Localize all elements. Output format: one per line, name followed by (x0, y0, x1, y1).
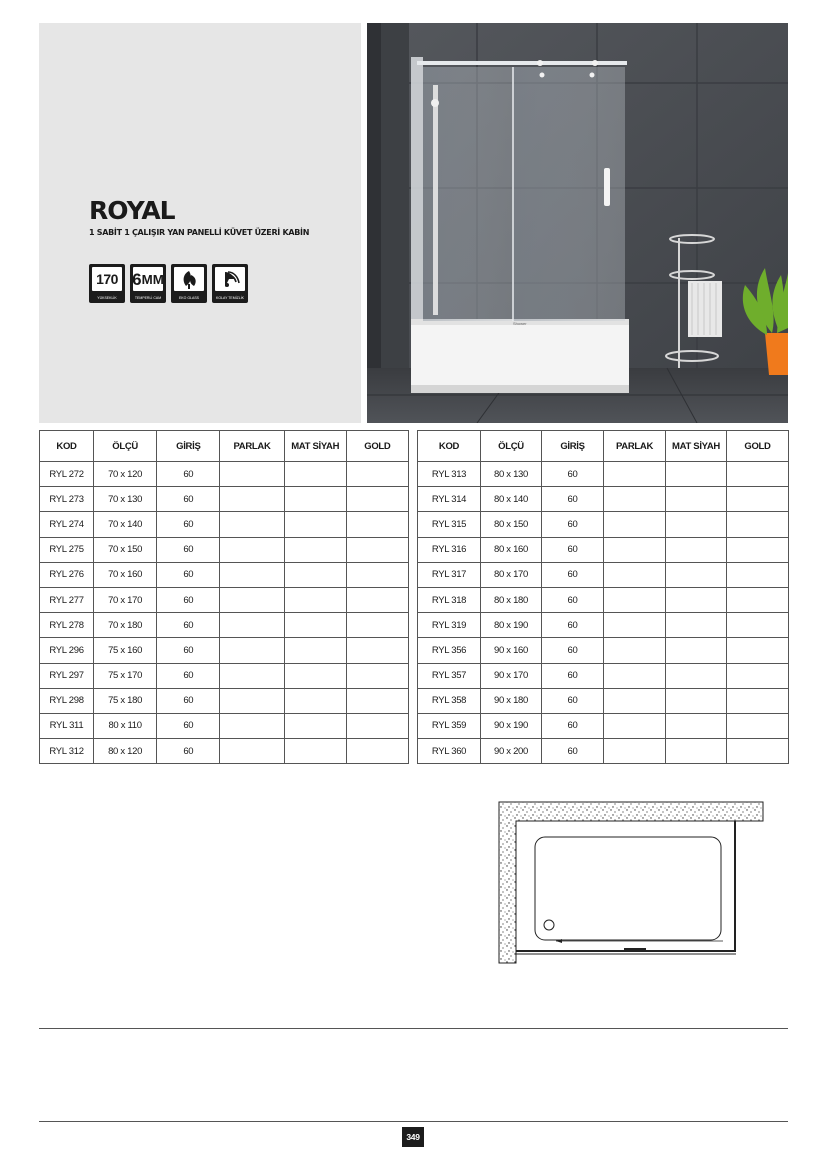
table-row (418, 638, 789, 663)
table-row (418, 562, 789, 587)
table-row (418, 462, 789, 487)
cell-gold (346, 739, 408, 764)
cell-gold (346, 462, 408, 487)
cell-olcu: 80 x 170 (481, 562, 542, 587)
table-row (40, 739, 409, 764)
cell-giris: 60 (542, 739, 604, 764)
cell-mat-siyah (666, 663, 727, 688)
cell-mat-siyah (666, 638, 727, 663)
cell-parlak (604, 638, 666, 663)
col-gold: GOLD (346, 431, 408, 462)
cell-olcu: 70 x 130 (94, 487, 157, 512)
col-mat-siyah: MAT SİYAH (284, 431, 346, 462)
cell-gold (346, 688, 408, 713)
cell-kod: RYL 298 (40, 688, 94, 713)
cell-giris: 60 (542, 487, 604, 512)
cell-mat-siyah (666, 713, 727, 738)
hero-panel (39, 23, 361, 423)
cell-olcu: 70 x 160 (94, 562, 157, 587)
cell-gold (346, 487, 408, 512)
cell-olcu: 80 x 140 (481, 487, 542, 512)
cell-kod: RYL 360 (418, 739, 481, 764)
cell-giris: 60 (157, 713, 220, 738)
cell-olcu: 70 x 180 (94, 613, 157, 638)
cell-gold (346, 512, 408, 537)
cell-gold (727, 562, 789, 587)
col-kod: KOD (40, 431, 94, 462)
eco-glass-badge (171, 264, 207, 303)
cell-giris: 60 (542, 713, 604, 738)
easy-clean-badge (212, 264, 248, 303)
cell-gold (727, 537, 789, 562)
cell-giris: 60 (157, 462, 220, 487)
cell-gold (346, 638, 408, 663)
spec-table-right (417, 430, 789, 764)
bathtub-logo: Shower (513, 321, 527, 326)
cell-parlak (604, 587, 666, 612)
table-row (40, 512, 409, 537)
cell-parlak (220, 537, 284, 562)
product-photo (367, 23, 788, 423)
col-giris: GİRİŞ (542, 431, 604, 462)
cell-kod: RYL 272 (40, 462, 94, 487)
cell-olcu: 80 x 130 (481, 462, 542, 487)
product-title: ROYAL (89, 196, 175, 225)
cell-giris: 60 (157, 638, 220, 663)
cell-gold (727, 638, 789, 663)
cell-gold (727, 663, 789, 688)
badge-value: 6 (132, 269, 142, 289)
cell-olcu: 80 x 110 (94, 713, 157, 738)
cell-mat-siyah (666, 462, 727, 487)
cell-olcu: 70 x 140 (94, 512, 157, 537)
table-row (418, 739, 789, 764)
cell-olcu: 75 x 180 (94, 688, 157, 713)
cell-gold (727, 587, 789, 612)
cell-mat-siyah (666, 487, 727, 512)
cell-parlak (220, 739, 284, 764)
cell-olcu: 80 x 190 (481, 613, 542, 638)
cell-gold (727, 512, 789, 537)
cell-olcu: 90 x 160 (481, 638, 542, 663)
cell-mat-siyah (666, 587, 727, 612)
cell-kod: RYL 358 (418, 688, 481, 713)
cell-mat-siyah (666, 739, 727, 764)
badge-value: 170 (96, 271, 118, 287)
cell-kod: RYL 319 (418, 613, 481, 638)
leaf-icon (178, 269, 200, 289)
cell-olcu: 70 x 170 (94, 587, 157, 612)
cell-parlak (220, 688, 284, 713)
cell-giris: 60 (542, 462, 604, 487)
cell-olcu: 80 x 160 (481, 537, 542, 562)
table-row (40, 487, 409, 512)
feature-badges (89, 264, 248, 303)
cell-mat-siyah (284, 638, 346, 663)
cell-giris: 60 (542, 688, 604, 713)
cell-parlak (220, 562, 284, 587)
table-row (418, 613, 789, 638)
table-row (40, 638, 409, 663)
cell-kod: RYL 314 (418, 487, 481, 512)
badge-label: EKO GLASS (178, 296, 200, 300)
cell-olcu: 80 x 180 (481, 587, 542, 612)
cell-kod: RYL 297 (40, 663, 94, 688)
cell-kod: RYL 357 (418, 663, 481, 688)
table-row (418, 512, 789, 537)
cell-kod: RYL 277 (40, 587, 94, 612)
cell-olcu: 90 x 190 (481, 713, 542, 738)
cell-gold (346, 613, 408, 638)
cell-gold (727, 487, 789, 512)
col-parlak: PARLAK (604, 431, 666, 462)
cell-kod: RYL 318 (418, 587, 481, 612)
cell-giris: 60 (542, 512, 604, 537)
table-row (418, 537, 789, 562)
cell-mat-siyah (284, 512, 346, 537)
cell-gold (346, 587, 408, 612)
cell-kod: RYL 274 (40, 512, 94, 537)
cell-olcu: 80 x 150 (481, 512, 542, 537)
col-gold: GOLD (727, 431, 789, 462)
col-mat-siyah: MAT SİYAH (666, 431, 727, 462)
cell-gold (727, 713, 789, 738)
cell-giris: 60 (157, 613, 220, 638)
cell-olcu: 90 x 170 (481, 663, 542, 688)
badge-unit: MM (141, 271, 164, 287)
cell-parlak (604, 562, 666, 587)
table-row (40, 663, 409, 688)
cell-olcu: 70 x 150 (94, 537, 157, 562)
cell-gold (346, 562, 408, 587)
cell-parlak (604, 462, 666, 487)
cell-giris: 60 (157, 688, 220, 713)
cell-giris: 60 (542, 638, 604, 663)
cell-parlak (220, 487, 284, 512)
cell-olcu: 90 x 180 (481, 688, 542, 713)
cell-giris: 60 (157, 587, 220, 612)
cell-parlak (604, 713, 666, 738)
table-row (40, 462, 409, 487)
cell-parlak (604, 688, 666, 713)
cell-giris: 60 (542, 562, 604, 587)
cell-olcu: 75 x 170 (94, 663, 157, 688)
cell-parlak (604, 663, 666, 688)
cell-mat-siyah (284, 663, 346, 688)
cell-kod: RYL 311 (40, 713, 94, 738)
cell-parlak (604, 739, 666, 764)
cell-giris: 60 (157, 562, 220, 587)
cell-giris: 60 (542, 613, 604, 638)
cell-mat-siyah (284, 462, 346, 487)
cell-kod: RYL 273 (40, 487, 94, 512)
cell-mat-siyah (666, 688, 727, 713)
cell-parlak (220, 587, 284, 612)
col-olcu: ÖLÇÜ (94, 431, 157, 462)
cell-giris: 60 (157, 512, 220, 537)
product-subtitle: 1 SABİT 1 ÇALIŞIR YAN PANELLİ KÜVET ÜZERİ KABİN (89, 228, 310, 237)
cell-kod: RYL 359 (418, 713, 481, 738)
cell-kod: RYL 356 (418, 638, 481, 663)
cell-parlak (220, 613, 284, 638)
cell-giris: 60 (157, 663, 220, 688)
cell-gold (727, 462, 789, 487)
cell-olcu: 75 x 160 (94, 638, 157, 663)
table-row (418, 587, 789, 612)
cell-kod: RYL 276 (40, 562, 94, 587)
cell-mat-siyah (666, 613, 727, 638)
badge-label: TEMPERLİ CAM (134, 296, 162, 300)
spec-table-left (39, 430, 409, 764)
cell-giris: 60 (542, 663, 604, 688)
cell-giris: 60 (157, 739, 220, 764)
cell-gold (346, 713, 408, 738)
cell-mat-siyah (284, 487, 346, 512)
col-kod: KOD (418, 431, 481, 462)
col-olcu: ÖLÇÜ (481, 431, 542, 462)
cell-kod: RYL 316 (418, 537, 481, 562)
cell-mat-siyah (284, 713, 346, 738)
water-drop-wave-icon (219, 269, 241, 289)
floor-plan-diagram (498, 801, 766, 966)
table-header-row (418, 431, 789, 462)
cell-olcu: 80 x 120 (94, 739, 157, 764)
cell-mat-siyah (284, 688, 346, 713)
table-row (40, 562, 409, 587)
table-row (40, 537, 409, 562)
cell-parlak (604, 512, 666, 537)
cell-mat-siyah (284, 613, 346, 638)
table-row (40, 688, 409, 713)
table-row (418, 688, 789, 713)
footer-divider (39, 1121, 788, 1122)
cell-kod: RYL 317 (418, 562, 481, 587)
table-row (40, 713, 409, 738)
cell-kod: RYL 312 (40, 739, 94, 764)
table-header-row (40, 431, 409, 462)
badge-label: KOLAY TEMİZLİK (215, 296, 244, 300)
cell-parlak (220, 462, 284, 487)
cell-parlak (604, 487, 666, 512)
page-number: 349 (402, 1127, 424, 1147)
cell-parlak (604, 537, 666, 562)
cell-gold (346, 537, 408, 562)
cell-giris: 60 (157, 487, 220, 512)
col-parlak: PARLAK (220, 431, 284, 462)
table-row (418, 487, 789, 512)
table-row (40, 587, 409, 612)
cell-kod: RYL 275 (40, 537, 94, 562)
cell-mat-siyah (284, 587, 346, 612)
cell-parlak (220, 638, 284, 663)
cell-olcu: 70 x 120 (94, 462, 157, 487)
glass-6mm-badge (130, 264, 166, 303)
cell-mat-siyah (284, 562, 346, 587)
divider-line (39, 1028, 788, 1029)
cell-parlak (604, 613, 666, 638)
cell-gold (727, 739, 789, 764)
cell-gold (346, 663, 408, 688)
table-row (418, 663, 789, 688)
cell-mat-siyah (284, 739, 346, 764)
cell-mat-siyah (666, 512, 727, 537)
cell-kod: RYL 296 (40, 638, 94, 663)
cell-kod: RYL 315 (418, 512, 481, 537)
col-giris: GİRİŞ (157, 431, 220, 462)
cell-mat-siyah (666, 537, 727, 562)
shower-cabin-illustration (367, 23, 788, 423)
cell-giris: 60 (542, 537, 604, 562)
cell-gold (727, 688, 789, 713)
cell-kod: RYL 278 (40, 613, 94, 638)
cell-gold (727, 613, 789, 638)
cell-parlak (220, 663, 284, 688)
cell-parlak (220, 512, 284, 537)
cell-mat-siyah (284, 537, 346, 562)
cell-kod: RYL 313 (418, 462, 481, 487)
cell-mat-siyah (666, 562, 727, 587)
height-170-badge (89, 264, 125, 303)
cell-giris: 60 (157, 537, 220, 562)
cell-parlak (220, 713, 284, 738)
table-row (418, 713, 789, 738)
table-row (40, 613, 409, 638)
cell-olcu: 90 x 200 (481, 739, 542, 764)
cell-giris: 60 (542, 587, 604, 612)
badge-label: YÜKSEKLİK (97, 296, 117, 300)
